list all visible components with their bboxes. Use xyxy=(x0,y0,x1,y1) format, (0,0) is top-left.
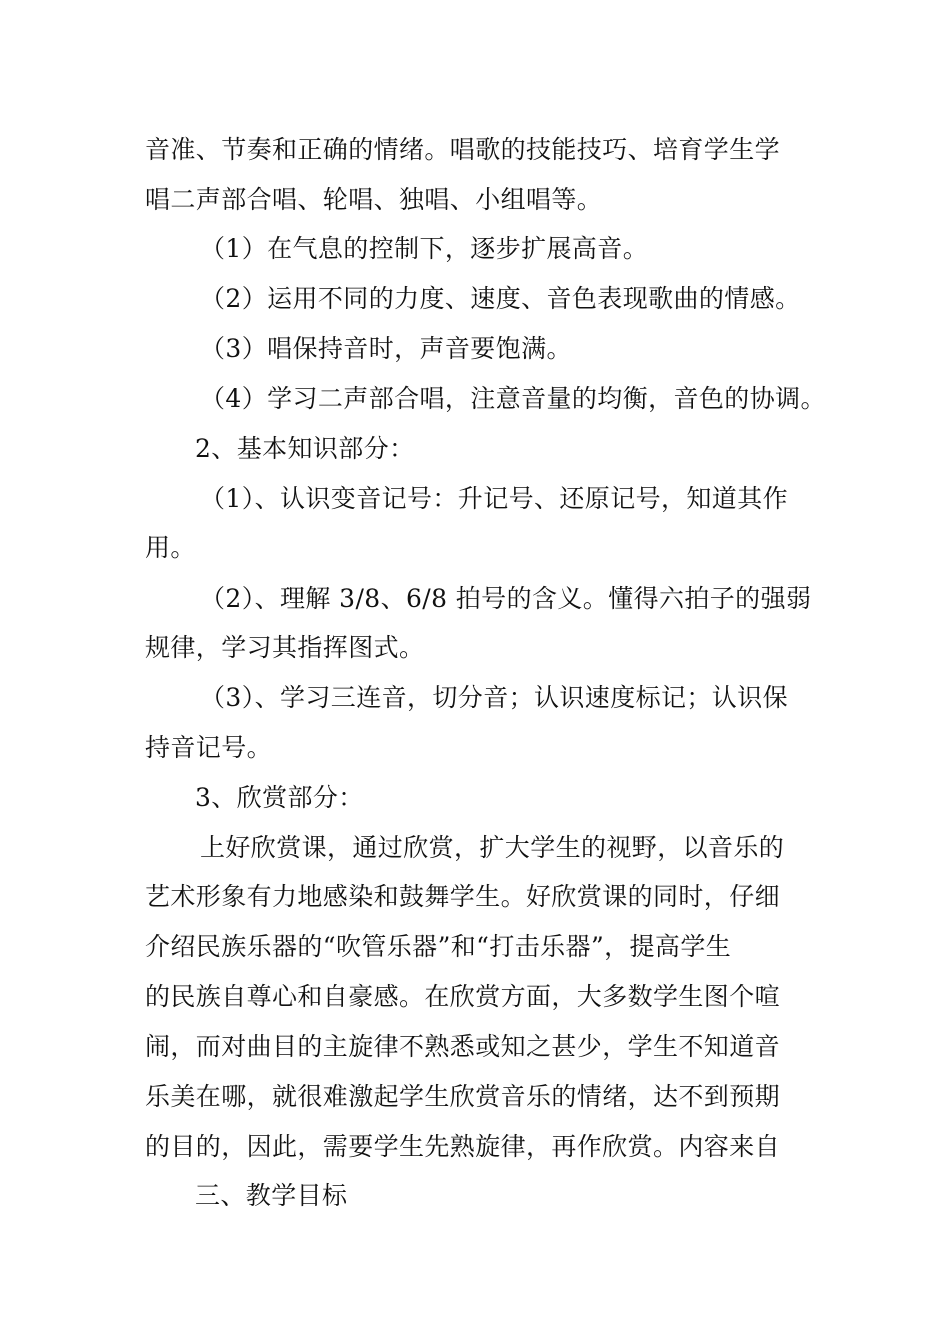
text-line-15: 上好欣赏课，通过欣赏，扩大学生的视野，以音乐的 xyxy=(200,833,785,862)
text-line-10: （2）、理解 3/8、6/8 拍号的含义。懂得六拍子的强弱 xyxy=(200,584,812,613)
text-line-3: （1）在气息的控制下，逐步扩展高音。 xyxy=(200,234,649,263)
text-line-20: 乐美在哪，就很难激起学生欣赏音乐的情绪，达不到预期 xyxy=(145,1082,781,1111)
text-line-1: 音准、节奏和正确的情绪。唱歌的技能技巧、培育学生学 xyxy=(145,135,781,164)
text-line-6: （4）学习二声部合唱，注意音量的均衡，音色的协调。 xyxy=(200,384,826,413)
text-line-21: 的目的，因此，需要学生先熟旋律，再作欣赏。内容来自 xyxy=(145,1132,781,1161)
text-line-2: 唱二声部合唱、轮唱、独唱、小组唱等。 xyxy=(145,185,603,214)
text-line-18: 的民族自尊心和自豪感。在欣赏方面，大多数学生图个喧 xyxy=(145,982,781,1011)
text-line-8: （1）、认识变音记号：升记号、还原记号，知道其作 xyxy=(200,484,789,513)
text-line-11: 规律，学习其指挥图式。 xyxy=(145,633,425,662)
text-line-12: （3）、学习三连音，切分音；认识速度标记；认识保 xyxy=(200,683,789,712)
text-line-4: （2）运用不同的力度、速度、音色表现歌曲的情感。 xyxy=(200,284,801,313)
section-heading-appreciation: 3、欣赏部分： xyxy=(195,783,364,812)
text-line-5: （3）唱保持音时，声音要饱满。 xyxy=(200,334,572,363)
text-line-19: 闹，而对曲目的主旋律不熟悉或知之甚少，学生不知道音 xyxy=(145,1032,781,1061)
text-line-13: 持音记号。 xyxy=(145,733,273,762)
text-line-17: 介绍民族乐器的“吹管乐器”和“打击乐器”，提高学生 xyxy=(145,932,732,961)
section-heading-basic-knowledge: 2、基本知识部分： xyxy=(195,434,415,463)
text-line-16: 艺术形象有力地感染和鼓舞学生。好欣赏课的同时，仔细 xyxy=(145,882,781,911)
text-line-9: 用。 xyxy=(145,533,196,562)
section-heading-teaching-goals: 三、教学目标 xyxy=(195,1181,348,1210)
